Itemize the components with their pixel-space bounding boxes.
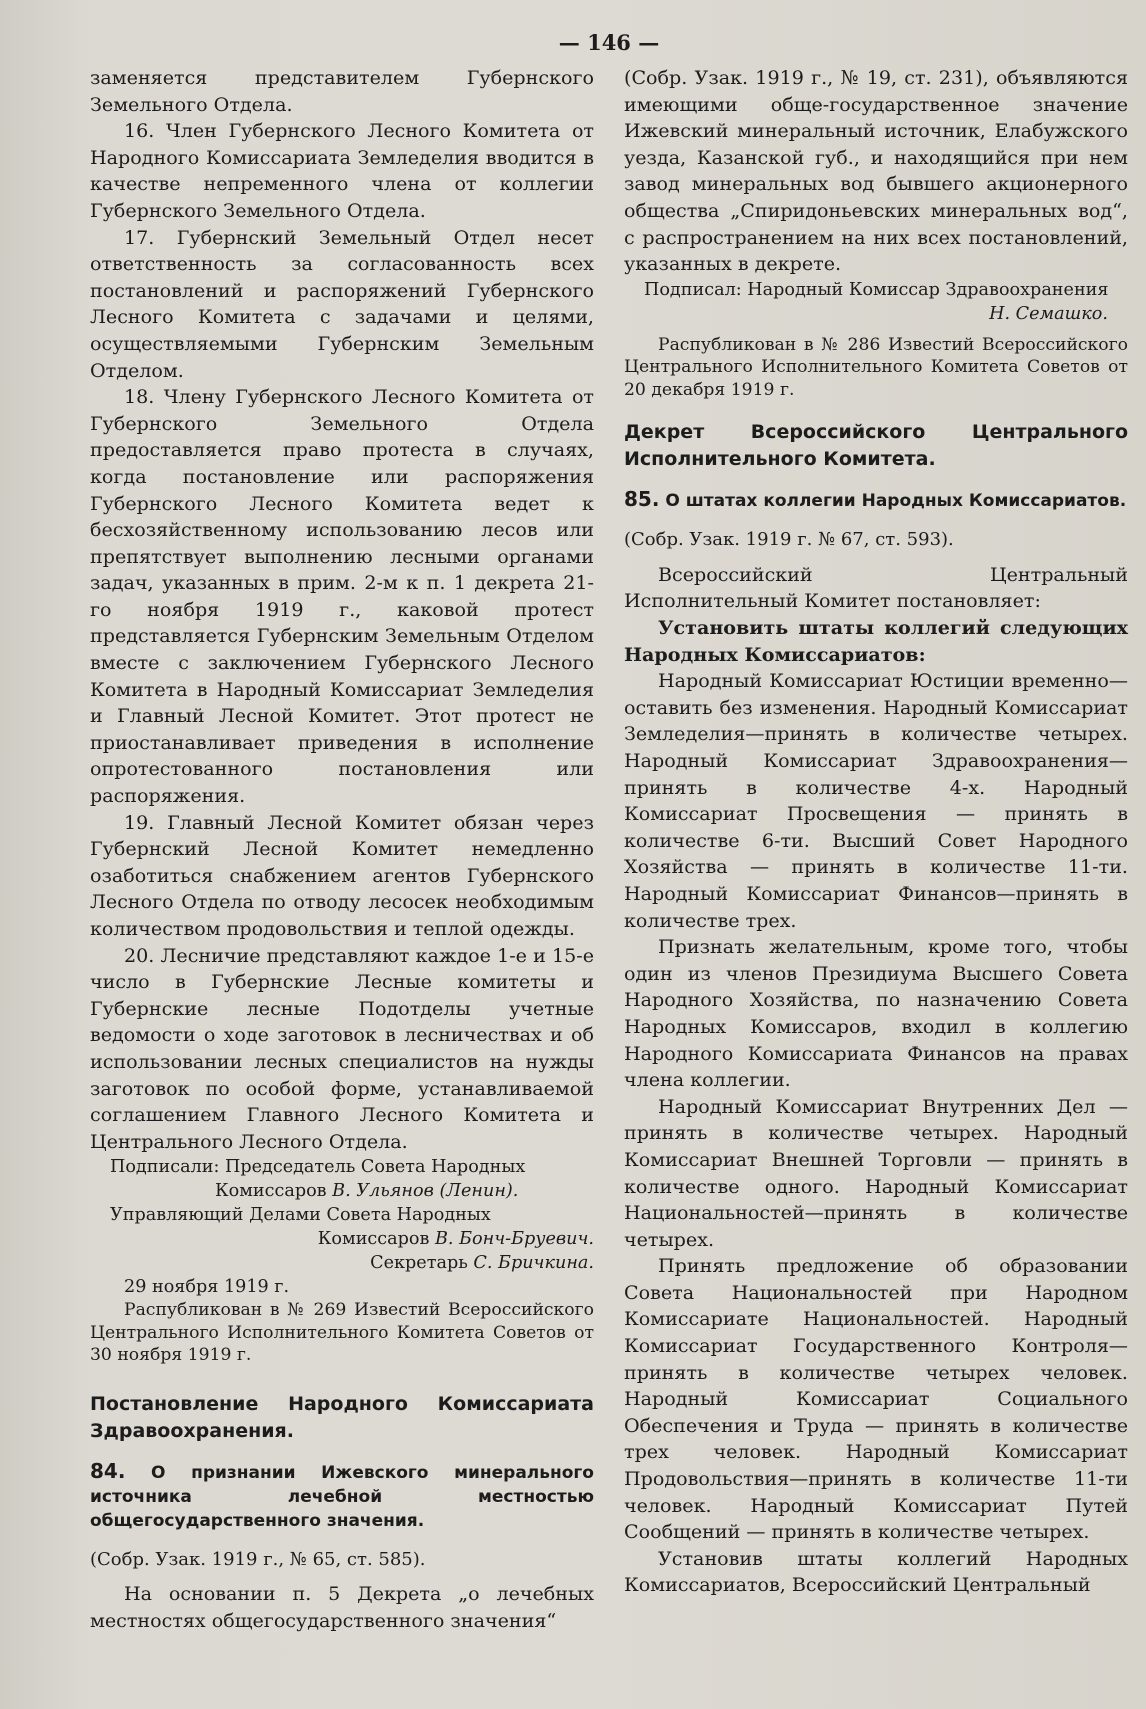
- paragraph-17: 17. Губернский Земельный Отдел несет ответственность за согласованность всех постановлений и распоряжений Губернского Лесного Комитета с задачами и целями, осуществляемыми Губернским Земельным Отделом.: [90, 225, 594, 382]
- publication-note-right: Распубликован в № 286 Известий Всероссийского Центрального Исполнительного Комитета Советов от 20 декабря 1919 г.: [624, 334, 1128, 400]
- paragraph-continued: заменяется представителем Губернского Земельного Отдела.: [90, 66, 594, 116]
- signature-bonch-bruevich: В. Бонч-Бруевич.: [434, 1229, 594, 1250]
- decree-date: 29 ноября 1919 г.: [124, 1277, 290, 1298]
- item-title-text: О признании Ижевского минерального источника лечебной местностью общегосударственного значения.: [90, 1462, 594, 1531]
- item-85-p1: Всероссийский Центральный Исполнительный Комитет постановляет:: [624, 562, 1128, 613]
- signature-semashko-block: [624, 278, 1128, 326]
- right-column: [624, 65, 1128, 1635]
- signature-chairman-name-line: [90, 1179, 594, 1203]
- signatures-block: [90, 1155, 594, 1275]
- item-85-source: (Собр. Узак. 1919 г. № 67, ст. 593).: [624, 529, 954, 551]
- item-85-p6: Принять предложение об образовании Совета Национальностей при Народном Комиссариате Национальностей. Народный Комиссариат Государственного Контроля—принять в количестве четырех человек. Народный Комиссариат Социального Обеспечения и Труда — принять в количестве трех человек. Народный Комиссариат Продовольствия—принять в количестве 11-ти человек. Народный Комиссариат Путей Сообщений — принять в количестве четырех.: [624, 1254, 1128, 1544]
- signature-role: Комиссаров: [317, 1229, 435, 1250]
- item-84-title: [90, 1459, 594, 1533]
- item-85-p3: Народный Комиссариат Юстиции временно—оставить без изменения. Народный Комиссариат Земледелия—принять в количестве четырех. Народный Комиссариат Здравоохранения—принять в количестве 4-х. Народный Комиссариат Просвещения — принять в количестве 6-ти. Высший Совет Народного Хозяйства — принять в количестве 11-ти. Народный Комиссариат Финансов—принять в количестве трех.: [624, 669, 1128, 932]
- paragraph-19: 19. Главный Лесной Комитет обязан через Губернский Лесной Комитет немедленно озаботиться снабжением агентов Губернского Лесного Отдела по отводу лесосек необходимым количеством продовольствия и теплой одежды.: [90, 810, 594, 940]
- signature-semashko-line: Подписал: Народный Комиссар Здравоохранения: [644, 279, 1109, 300]
- two-column-body: [90, 65, 1128, 1635]
- item-85-title: [624, 487, 1128, 513]
- left-column: [90, 65, 594, 1635]
- section-heading-health: Постановление Народного Комиссариата Здравоохранения.: [90, 1392, 594, 1442]
- section-heading-decree: Декрет Всероссийского Центрального Исполнительного Комитета.: [624, 421, 1128, 471]
- signature-role: Секретарь: [370, 1253, 474, 1274]
- paragraph-20: 20. Лесничие представляют каждое 1-е и 15-е число в Губернские Лесные комитеты и Губернские лесные Подотделы учетные ведомости о ходе заготовок в лесничествах и об использовании лесных специалистов на нужды заготовок по особой форме, устанавливаемой соглашением Главного Лесного Комитета и Центрального Лесного Отдела.: [90, 943, 594, 1153]
- paragraph-continued-right: (Собр. Узак. 1919 г., № 19, ст. 231), объявляются имеющими обще-государственное значение Ижевский минеральный источник, Елабужского уезда, Казанской губ., и находящийся при нем завод минеральных вод бывшего акционерного общества „Спиридоньевских минеральных вод“, с распространением на них всех постановлений, указанных в декрете.: [624, 66, 1128, 276]
- item-85-p2: Установить штаты коллегий следующих Народных Комиссариатов:: [624, 616, 1128, 666]
- item-title-text: О штатах коллегии Народных Комиссариатов.: [659, 491, 1127, 512]
- item-85-p5: Народный Комиссариат Внутренних Дел — принять в количестве четырех. Народный Комиссариат Внешней Торговли — принять в количестве одного. Народный Комиссариат Национальностей—принять в количестве четырех.: [624, 1094, 1128, 1251]
- signature-role: Комиссаров: [215, 1181, 333, 1202]
- item-84-body: На основании п. 5 Декрета „о лечебных местностях общегосударственного значения“: [90, 1582, 594, 1633]
- item-number: 85.: [624, 487, 660, 512]
- item-85-p4: Признать желательным, кроме того, чтобы один из членов Президиума Высшего Совета Народного Хозяйства, по назначению Совета Народных Комиссаров, входил в коллегию Народного Комиссариата Финансов на правах члена коллегии.: [624, 935, 1128, 1092]
- paragraph-18: 18. Члену Губернского Лесного Комитета от Губернского Земельного Отдела предоставляется право протеста в случаях, когда постановление или распоряжения Губернского Лесного Комитета ведет к бесхозяйственному использованию лесов или препятствует выполнению лесными органами задач, указанных в прим. 2-м к п. 1 декрета 21-го ноября 1919 г., каковой протест представляется Губернским Земельным Отделом вместе с заключением Губернского Лесного Комитета в Народный Комиссариат Земледелия и Главный Лесной Комитет. Этот протест не приостанавливает приведения в исполнение опротестованного постановления или распоряжения.: [90, 385, 594, 808]
- signature-manager-line: Управляющий Делами Совета Народных: [110, 1205, 491, 1226]
- signature-semashko-name-line: [624, 302, 1128, 326]
- signature-lenin: В. Ульянов (Ленин).: [332, 1181, 519, 1202]
- paragraph-16: 16. Член Губернского Лесного Комитета от Народного Комиссариата Земледелия вводится в качестве непременного члена от коллегии Губернского Земельного Отдела.: [90, 119, 594, 222]
- item-85-p7: Установив штаты коллегий Народных Комиссариатов, Всероссийский Центральный: [624, 1546, 1128, 1597]
- item-number: 84.: [90, 1458, 126, 1483]
- page-number: — 146 —: [558, 30, 660, 55]
- publication-note: Распубликован в № 269 Известий Всероссийского Центрального Исполнительного Комитета Советов от 30 ноября 1919 г.: [90, 1300, 594, 1366]
- signature-semashko: Н. Семашко.: [989, 303, 1108, 324]
- item-84-source: (Собр. Узак. 1919 г., № 65, ст. 585).: [90, 1548, 426, 1570]
- signature-manager-name-line: [90, 1227, 594, 1251]
- signature-brichkina: С. Бричкина.: [473, 1253, 594, 1274]
- signature-chairman-line: Подписали: Председатель Совета Народных: [110, 1157, 526, 1178]
- signature-secretary-line: [90, 1251, 594, 1275]
